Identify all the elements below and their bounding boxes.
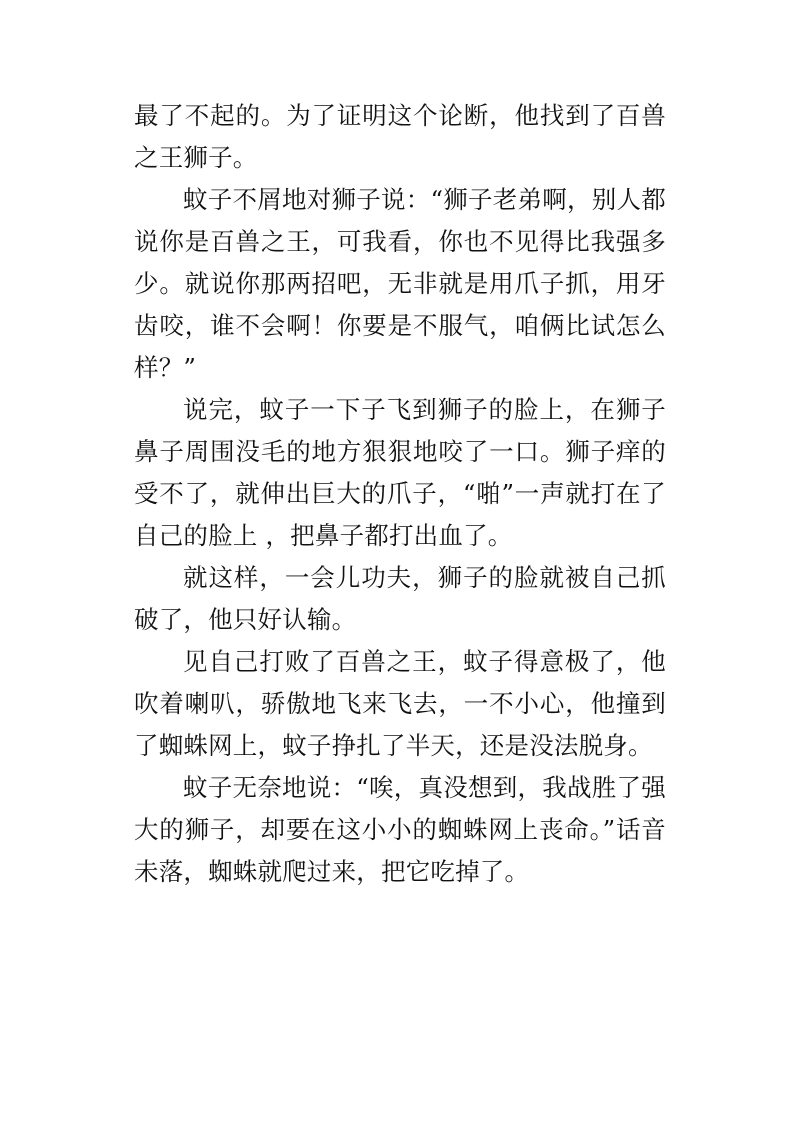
paragraph-mosquito-challenge: 蚊子不屑地对狮子说：“狮子老弟啊，别人都说你是百兽之王，可我看，你也不见得比我强多少。就说你那两招吧，无非就是用爪子抓，用牙齿咬，谁不会啊！你要是不服气，咱俩比试怎么样？” xyxy=(134,185,666,382)
paragraph-lion-defeat: 就这样，一会儿功夫，狮子的脸就被自己抓破了，他只好认输。 xyxy=(134,563,666,634)
paragraph-mosquito-bite: 说完，蚊子一下子飞到狮子的脸上，在狮子鼻子周围没毛的地方狠狠地咬了一口。狮子痒的受不了，就伸出巨大的爪子，“啪”一声就打在了自己的脸上 ，把鼻子都打出血了。 xyxy=(134,395,666,550)
paragraph-continuation: 最了不起的。为了证明这个论断，他找到了百兽之王狮子。 xyxy=(134,101,666,172)
story-text xyxy=(134,95,666,893)
paragraph-ending: 蚊子无奈地说：“唉，真没想到，我战胜了强大的狮子，却要在这小小的蜘蛛网上丧命。”话音未落，蜘蛛就爬过来，把它吃掉了。 xyxy=(134,773,666,886)
paragraph-spider-web: 见自己打败了百兽之王，蚊子得意极了，他吹着喇叭，骄傲地飞来飞去，一不小心，他撞到了蜘蛛网上，蚊子挣扎了半天，还是没法脱身。 xyxy=(134,647,666,760)
